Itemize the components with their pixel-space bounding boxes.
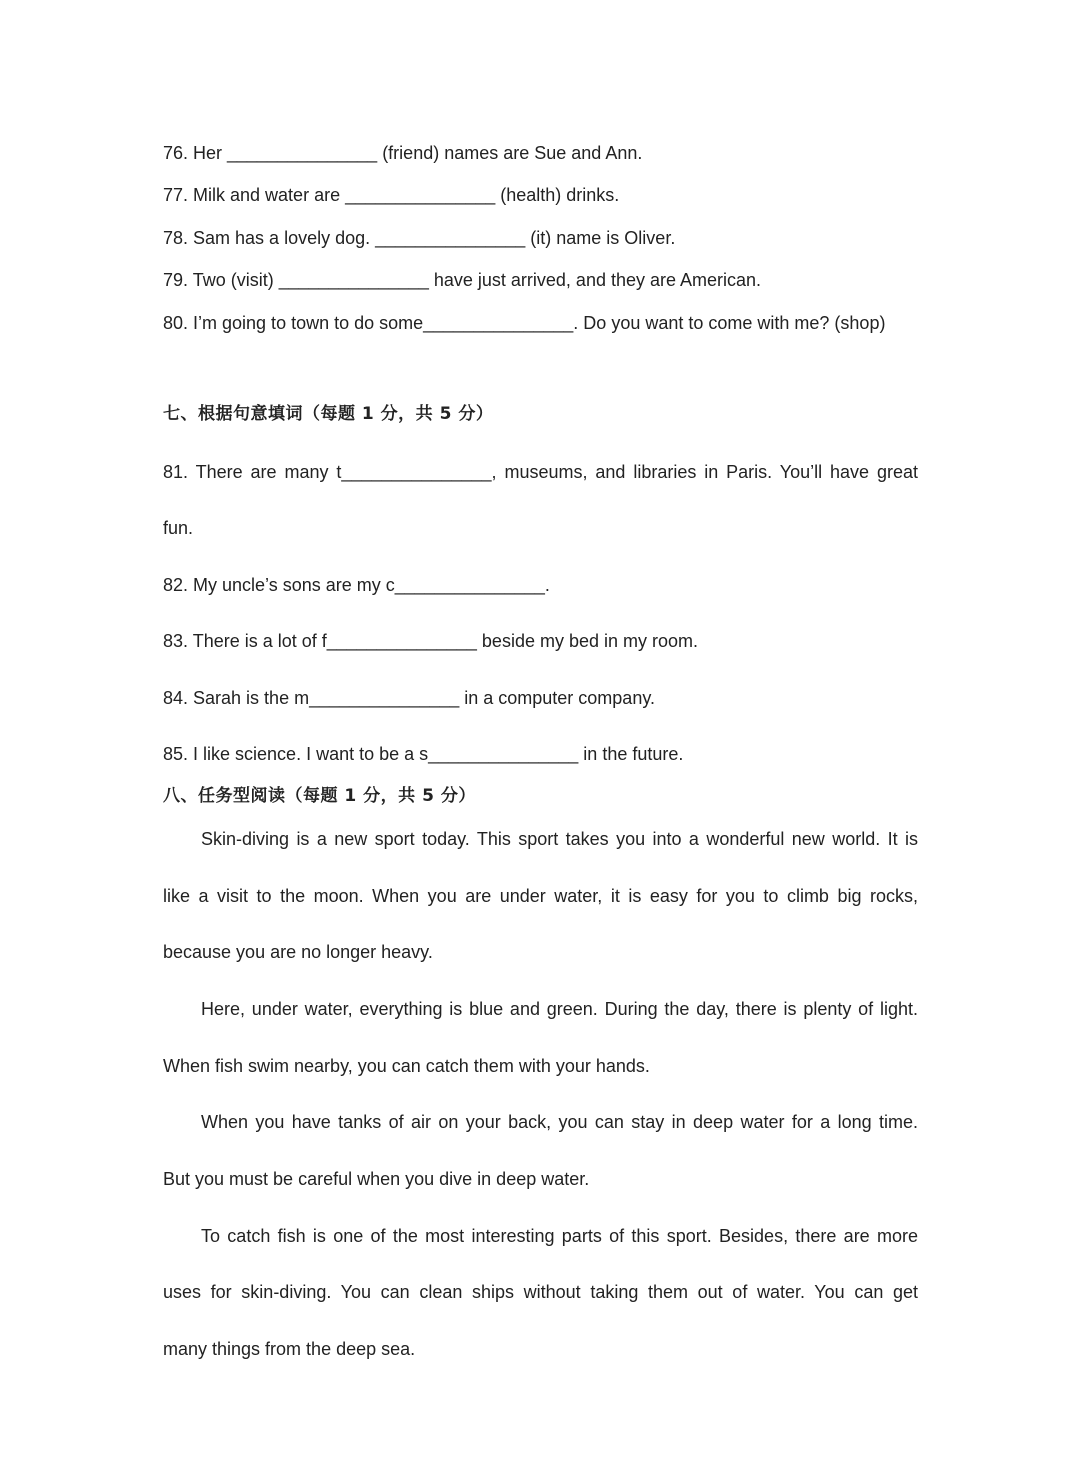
question-82: 82. My uncle’s sons are my c_______________. (163, 575, 550, 595)
passage-p1-line-1: Skin-diving is a new sport today. This sport takes you into a wonderful new world. It is (201, 829, 918, 849)
passage-p3-line-2: But you must be careful when you dive in deep water. (163, 1169, 590, 1189)
question-77: 77. Milk and water are _______________ (health) drinks. (163, 185, 620, 205)
question-85: 85. I like science. I want to be a s_______________ in the future. (163, 744, 684, 764)
question-83: 83. There is a lot of f_______________ beside my bed in my room. (163, 631, 699, 651)
passage-p3-line-1: When you have tanks of air on your back, you can stay in deep water for a long time. (201, 1112, 918, 1132)
question-76: 76. Her _______________ (friend) names are Sue and Ann. (163, 143, 643, 163)
question-81-line-2: fun. (163, 518, 194, 538)
passage-p4-line-2: uses for skin-diving. You can clean ships without taking them out of water. You can get (163, 1282, 918, 1302)
question-80: 80. I’m going to town to do some_______________. Do you want to come with me? (shop) (163, 313, 886, 333)
section-7-heading: 七、根据句意填词（每题 1 分，共 5 分） (163, 404, 494, 424)
passage-p4-line-3: many things from the deep sea. (163, 1339, 416, 1359)
passage-p1-line-3: because you are no longer heavy. (163, 942, 433, 962)
passage-p1-line-2: like a visit to the moon. When you are under water, it is easy for you to climb big rocks, (163, 886, 918, 906)
passage-p2-line-2: When fish swim nearby, you can catch them with your hands. (163, 1056, 650, 1076)
passage-p4-line-1: To catch fish is one of the most interesting parts of this sport. Besides, there are more (201, 1226, 918, 1246)
section-8-heading: 八、任务型阅读（每题 1 分，共 5 分） (163, 786, 476, 806)
question-79: 79. Two (visit) _______________ have just arrived, and they are American. (163, 270, 762, 290)
question-81-line-1: 81. There are many t_______________, museums, and libraries in Paris. You’ll have great (163, 462, 918, 482)
question-78: 78. Sam has a lovely dog. _______________ (it) name is Oliver. (163, 228, 676, 248)
passage-p2-line-1: Here, under water, everything is blue and green. During the day, there is plenty of light. (201, 999, 918, 1019)
question-84: 84. Sarah is the m_______________ in a computer company. (163, 688, 655, 708)
